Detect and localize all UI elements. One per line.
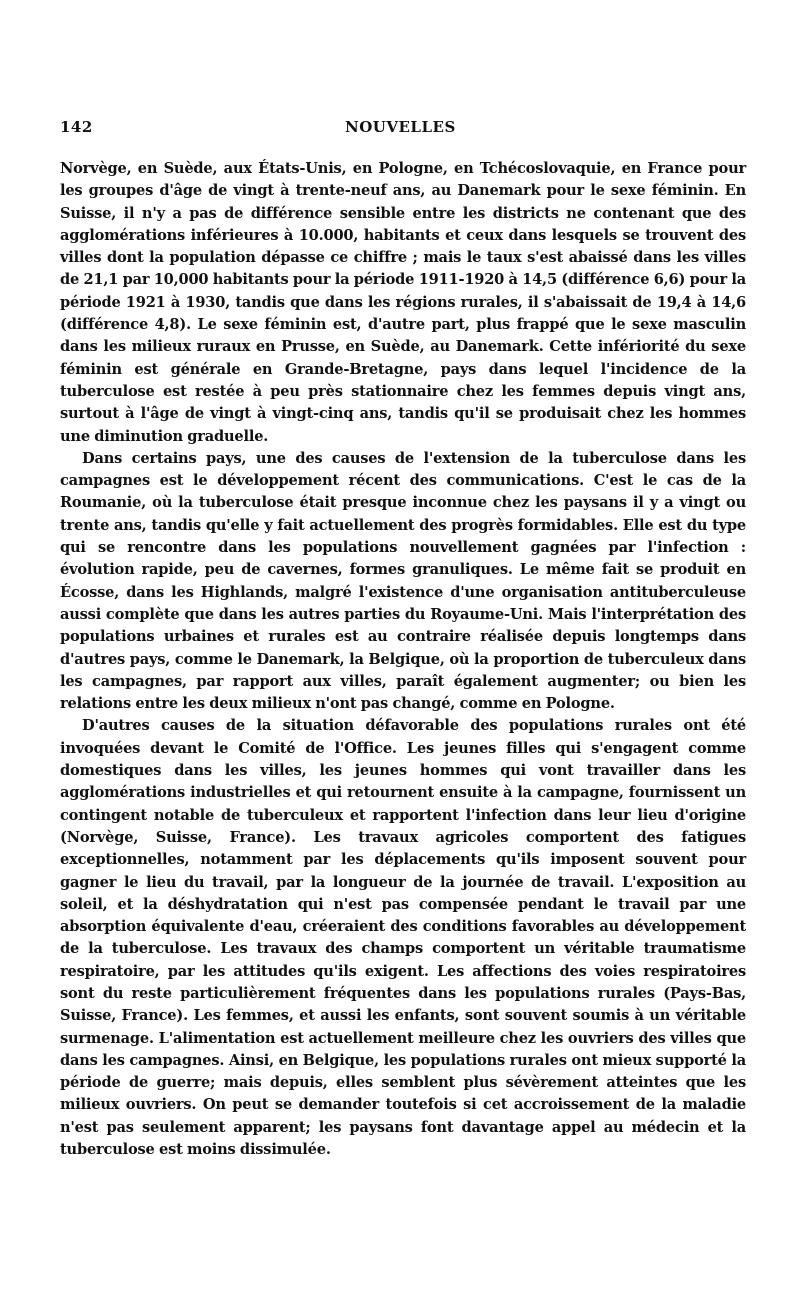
paragraph-continued: Norvège, en Suède, aux États-Unis, en Pologne, en Tchécoslovaquie, en France pour les groupes d'âge de vingt à trente-neuf ans, au Danemark pour le sexe féminin. En Suisse, il n'y a pas de différence sensible entre les districts ne contenant que des agglomérations inférieures à 10.000, habitants et ceux dans lesquels se trouvent des villes dont la population dépasse ce chiffre ; mais le taux s'est abaissé dans les villes de 21,1 par 10,000 habitants pour la période 1911-1920 à 14,5 (différence 6,6) pour la période 1921 à 1930, tandis que dans les régions rurales, il s'abaissait de 19,4 à 14,6 (différence 4,8). Le sexe féminin est, d'autre part, plus frappé que le sexe masculin dans les milieux ruraux en Prusse, en Suède, au Danemark. Cette infériorité du sexe féminin est générale en Grande-Bretagne, pays dans lequel l'incidence de la tuberculose est restée à peu près stationnaire chez les femmes depuis vingt ans, surtout à l'âge de vingt à vingt-cinq ans, tandis qu'il se produisait chez les hommes une diminution graduelle. [60, 160, 746, 445]
paragraph-communications: Dans certains pays, une des causes de l'extension de la tuberculose dans les campagnes est le développement récent des communications. C'est le cas de la Roumanie, où la tuberculose était presque inconnue chez les paysans il y a vingt ou trente ans, tandis qu'elle y fait actuellement des progrès formidables. Elle est du type qui se rencontre dans les populations nouvellement gagnées par l'infection : évolution rapide, peu de cavernes, formes granuliques. Le même fait se produit en Écosse, dans les Highlands, malgré l'existence d'une organisation antituberculeuse aussi complète que dans les autres parties du Royaume-Uni. Mais l'interprétation des populations urbaines et rurales est au contraire réalisée depuis longtemps dans d'autres pays, comme le Danemark, la Belgique, où la proportion de tuberculeux dans les campagnes, par rapport aux villes, paraît également augmenter; ou bien les relations entre les deux milieux n'ont pas changé, comme en Pologne. [60, 449, 746, 713]
paragraph-other-causes: D'autres causes de la situation défavorable des populations rurales ont été invoquées devant le Comité de l'Office. Les jeunes filles qui s'engagent comme domestiques dans les villes, les jeunes hommes qui vont travailler dans les agglomérations industrielles et qui retournent ensuite à la campagne, fournissent un contingent notable de tuberculeux et rapportent l'infection dans leur lieu d'origine (Norvège, Suisse, France). Les travaux agricoles comportent des fatigues exceptionnelles, notamment par les déplacements qu'ils imposent souvent pour gagner le lieu du travail, par la longueur de la journée de travail. L'exposition au soleil, et la déshydratation qui n'est pas compensée pendant le travail par une absorption équivalente d'eau, créeraient des conditions favorables au développement de la tuberculose. Les travaux des champs comportent un véritable traumatisme respiratoire, par les attitudes qu'ils exigent. Les affections des voies respiratoires sont du reste particulièrement fréquentes dans les populations rurales (Pays-Bas, Suisse, France). Les femmes, et aussi les enfants, sont souvent soumis à un véritable surmenage. L'alimentation est actuellement meilleure chez les ouvriers des villes que dans les campagnes. Ainsi, en Belgique, les populations rurales ont mieux supporté la période de guerre; mais depuis, elles semblent plus sévèrement atteintes que les milieux ouvriers. On peut se demander toutefois si cet accroissement de la maladie n'est pas seulement apparent; les paysans font davantage appel au médecin et la tuberculose est moins dissimulée. [60, 717, 746, 1159]
running-title: NOUVELLES [345, 118, 456, 136]
page-number: 142 [60, 118, 93, 136]
page-header [60, 118, 746, 140]
body-text [60, 158, 746, 1161]
